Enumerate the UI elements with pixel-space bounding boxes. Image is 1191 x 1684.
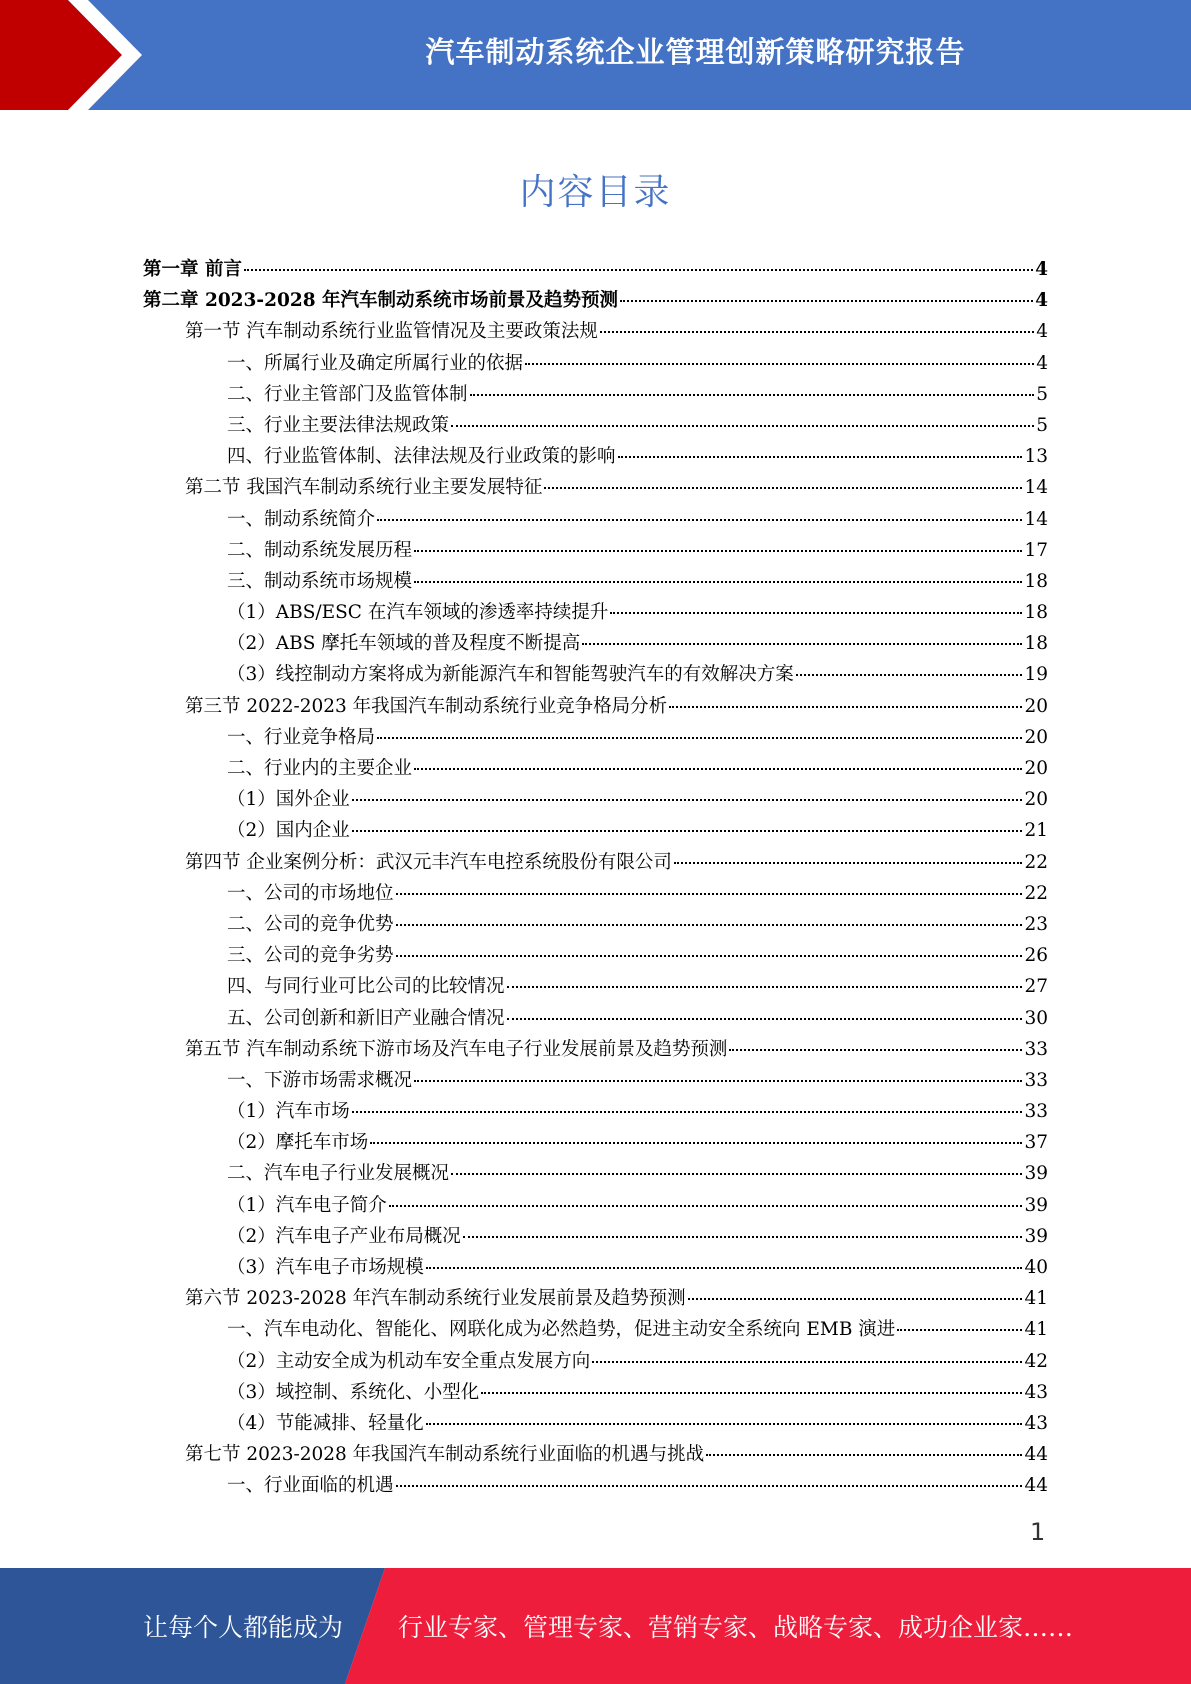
toc-entry[interactable] [143, 628, 1048, 659]
toc-leader-dots [470, 394, 1035, 396]
toc-entry-page: 14 [1024, 477, 1048, 499]
toc-entry[interactable] [143, 691, 1048, 722]
toc-entry[interactable] [143, 1439, 1048, 1470]
toc-leader-dots [426, 1267, 1023, 1269]
toc-entry-page: 18 [1024, 633, 1048, 655]
toc-entry-page: 4 [1035, 259, 1048, 280]
toc-entry[interactable] [143, 1314, 1048, 1345]
footer-slogan-right: 行业专家、管理专家、营销专家、战略专家、成功企业家…… [398, 1613, 1074, 1642]
toc-entry-text: 一、公司的市场地位 [227, 882, 394, 904]
toc-entry-page: 42 [1024, 1350, 1048, 1372]
toc-entry-page: 40 [1024, 1257, 1048, 1278]
toc-entry[interactable] [143, 753, 1048, 784]
toc-entry-page: 5 [1036, 383, 1048, 405]
footer-banner [0, 1568, 1191, 1684]
toc-entry-text: （2）汽车电子产业布局概况 [227, 1225, 461, 1247]
toc-leader-dots [451, 1173, 1022, 1175]
header-bar [0, 0, 1191, 110]
toc-leader-dots [377, 519, 1022, 521]
toc-entry-text: 第六节 2023-2028 年汽车制动系统行业发展前景及趋势预测 [185, 1288, 686, 1310]
toc-entry[interactable] [143, 441, 1048, 472]
toc-entry[interactable] [143, 472, 1048, 503]
toc-entry[interactable] [143, 1470, 1048, 1501]
toc-leader-dots [729, 1049, 1022, 1051]
toc-entry-page: 20 [1024, 726, 1048, 748]
toc-entry-text: （4）节能减排、轻量化 [227, 1412, 424, 1434]
toc-entry[interactable] [143, 1221, 1048, 1252]
toc-leader-dots [897, 1329, 1022, 1331]
toc-entry[interactable] [143, 971, 1048, 1002]
toc-leader-dots [396, 893, 1023, 895]
toc-entry-text: （1）汽车电子简介 [227, 1194, 387, 1216]
toc-leader-dots [669, 706, 1022, 708]
toc-entry-page: 20 [1024, 695, 1048, 717]
toc-entry[interactable] [143, 784, 1048, 815]
toc-entry[interactable] [143, 535, 1048, 566]
toc-entry-text: 一、制动系统简介 [227, 508, 376, 530]
toc-entry-text: 第二章 2023-2028 年汽车制动系统市场前景及趋势预测 [143, 290, 619, 312]
toc-entry[interactable] [143, 597, 1048, 628]
toc-entry-page: 21 [1024, 820, 1048, 842]
toc-entry-text: （2）国内企业 [227, 820, 350, 842]
toc-entry-page: 30 [1024, 1007, 1048, 1029]
toc-entry-text: （2）主动安全成为机动车安全重点发展方向 [227, 1350, 591, 1372]
toc-entry-page: 20 [1024, 758, 1048, 779]
toc-entry-text: 三、制动系统市场规模 [227, 570, 413, 592]
toc-entry[interactable] [143, 254, 1048, 285]
toc-entry-page: 14 [1024, 508, 1048, 530]
toc-entry-page: 18 [1024, 570, 1048, 592]
toc-entry[interactable] [143, 1408, 1048, 1439]
toc-leader-dots [463, 1236, 1023, 1238]
toc-entry-page: 4 [1036, 352, 1048, 374]
toc-entry-page: 18 [1024, 602, 1048, 624]
toc-entry[interactable] [143, 566, 1048, 597]
toc-entry-text: 五、公司创新和新旧产业融合情况 [227, 1007, 505, 1029]
toc-entry-page: 33 [1024, 1038, 1048, 1060]
toc-entry[interactable] [143, 504, 1048, 535]
toc-entry[interactable] [143, 1034, 1048, 1065]
toc-leader-dots [352, 1111, 1023, 1113]
toc-entry[interactable] [143, 909, 1048, 940]
toc-leader-dots [620, 300, 1033, 302]
toc-entry[interactable] [143, 1003, 1048, 1034]
toc-entry-page: 39 [1024, 1163, 1048, 1185]
toc-entry[interactable] [143, 940, 1048, 971]
toc-entry-page: 43 [1024, 1381, 1048, 1403]
toc-entry-text: 第四节 企业案例分析：武汉元丰汽车电控系统股份有限公司 [185, 851, 672, 873]
toc-entry-page: 5 [1036, 414, 1048, 436]
toc-leader-dots [796, 674, 1023, 676]
toc-entry-text: 一、下游市场需求概况 [227, 1069, 413, 1091]
toc-entry-text: 第一节 汽车制动系统行业监管情况及主要政策法规 [185, 321, 598, 343]
toc-entry-text: （2）ABS 摩托车领域的普及程度不断提高 [227, 633, 581, 655]
toc-entry[interactable] [143, 316, 1048, 347]
toc-leader-dots [481, 1392, 1022, 1394]
toc-leader-dots [507, 986, 1023, 988]
toc-entry[interactable] [143, 1377, 1048, 1408]
toc-entry-page: 43 [1024, 1412, 1048, 1434]
toc-entry-page: 19 [1024, 664, 1048, 686]
table-of-contents [143, 254, 1048, 1502]
toc-entry[interactable] [143, 285, 1048, 316]
toc-entry[interactable] [143, 1190, 1048, 1221]
toc-entry-page: 39 [1024, 1194, 1048, 1216]
toc-leader-dots [370, 1142, 1022, 1144]
toc-entry-page: 22 [1024, 851, 1048, 873]
toc-entry[interactable] [143, 410, 1048, 441]
toc-entry[interactable] [143, 1065, 1048, 1096]
page-number: 1 [1030, 1518, 1046, 1546]
header-red-arrow-icon [0, 0, 160, 110]
toc-entry-text: 一、所属行业及确定所属行业的依据 [227, 352, 524, 374]
toc-leader-dots [706, 1454, 1022, 1456]
toc-entry-text: 二、行业内的主要企业 [227, 758, 413, 779]
toc-leader-dots [396, 924, 1023, 926]
toc-entry-text: （1）国外企业 [227, 789, 350, 811]
toc-leader-dots [592, 1361, 1022, 1363]
toc-entry-page: 39 [1024, 1225, 1048, 1247]
toc-entry[interactable] [143, 659, 1048, 690]
toc-leader-dots [618, 456, 1023, 458]
toc-entry-page: 37 [1024, 1132, 1048, 1154]
toc-entry-page: 13 [1024, 446, 1048, 468]
toc-leader-dots [414, 581, 1022, 583]
toc-entry-page: 41 [1024, 1288, 1048, 1310]
toc-entry[interactable] [143, 1158, 1048, 1189]
toc-entry-text: 二、行业主管部门及监管体制 [227, 383, 468, 405]
toc-leader-dots [377, 737, 1022, 739]
toc-leader-dots [544, 487, 1022, 489]
toc-entry-text: 第七节 2023-2028 年我国汽车制动系统行业面临的机遇与挑战 [185, 1444, 705, 1466]
toc-entry-page: 27 [1024, 976, 1048, 998]
toc-entry-text: 三、行业主要法律法规政策 [227, 414, 450, 436]
toc-heading: 内容目录 [519, 172, 672, 213]
toc-leader-dots [389, 1205, 1023, 1207]
toc-leader-dots [414, 1080, 1022, 1082]
toc-entry-text: （2）摩托车市场 [227, 1132, 369, 1154]
toc-entry-text: （3）线控制动方案将成为新能源汽车和智能驾驶汽车的有效解决方案 [227, 664, 794, 686]
toc-leader-dots [600, 331, 1034, 333]
toc-entry-text: 一、行业面临的机遇 [227, 1475, 394, 1497]
toc-leader-dots [352, 799, 1023, 801]
toc-entry-text: （1）ABS/ESC 在汽车领域的渗透率持续提升 [227, 602, 609, 624]
toc-leader-dots [244, 269, 1033, 271]
toc-entry-page: 17 [1024, 539, 1048, 561]
toc-leader-dots [451, 425, 1034, 427]
toc-leader-dots [582, 643, 1022, 645]
toc-entry-text: 三、公司的竞争劣势 [227, 945, 394, 967]
toc-entry[interactable] [143, 847, 1048, 878]
toc-entry-text: 二、汽车电子行业发展概况 [227, 1163, 450, 1185]
toc-entry-page: 33 [1024, 1101, 1048, 1123]
toc-leader-dots [507, 1018, 1023, 1020]
toc-entry-text: 第一章 前言 [143, 259, 242, 280]
toc-entry[interactable] [143, 348, 1048, 379]
toc-entry-page: 20 [1024, 789, 1048, 811]
toc-entry-page: 4 [1036, 321, 1048, 343]
toc-entry[interactable] [143, 815, 1048, 846]
toc-leader-dots [352, 830, 1023, 832]
toc-entry-page: 4 [1035, 290, 1048, 312]
toc-leader-dots [426, 1423, 1023, 1425]
toc-entry[interactable] [143, 379, 1048, 410]
toc-leader-dots [674, 862, 1023, 864]
toc-leader-dots [610, 612, 1022, 614]
toc-entry-page: 22 [1024, 882, 1048, 904]
toc-leader-dots [396, 1485, 1023, 1487]
toc-entry-page: 41 [1024, 1319, 1048, 1341]
toc-entry[interactable] [143, 1346, 1048, 1377]
toc-entry-text: 四、与同行业可比公司的比较情况 [227, 976, 505, 998]
report-title: 汽车制动系统企业管理创新策略研究报告 [425, 34, 966, 69]
toc-entry-text: 一、行业竞争格局 [227, 726, 376, 748]
toc-entry-text: （1）汽车市场 [227, 1101, 350, 1123]
toc-leader-dots [525, 363, 1034, 365]
toc-entry-text: 四、行业监管体制、法律法规及行业政策的影响 [227, 446, 616, 468]
toc-entry-text: 二、制动系统发展历程 [227, 539, 413, 561]
toc-leader-dots [396, 955, 1023, 957]
toc-entry-page: 33 [1024, 1069, 1048, 1091]
toc-entry-text: 二、公司的竞争优势 [227, 913, 394, 935]
toc-entry-page: 26 [1024, 945, 1048, 967]
toc-entry-text: （3）域控制、系统化、小型化 [227, 1381, 480, 1403]
toc-entry[interactable] [143, 1096, 1048, 1127]
toc-leader-dots [688, 1298, 1023, 1300]
toc-entry-page: 23 [1024, 913, 1048, 935]
toc-entry[interactable] [143, 722, 1048, 753]
toc-entry[interactable] [143, 1127, 1048, 1158]
toc-leader-dots [414, 768, 1022, 770]
toc-entry[interactable] [143, 1283, 1048, 1314]
toc-entry[interactable] [143, 1252, 1048, 1283]
footer-slogan-left: 让每个人都能成为 [143, 1613, 344, 1642]
toc-entry-page: 44 [1024, 1444, 1048, 1466]
toc-entry-text: 第三节 2022-2023 年我国汽车制动系统行业竞争格局分析 [185, 695, 668, 717]
toc-entry-text: （3）汽车电子市场规模 [227, 1257, 424, 1278]
toc-entry-text: 一、汽车电动化、智能化、网联化成为必然趋势，促进主动安全系统向 EMB 演进 [227, 1319, 896, 1341]
toc-entry-text: 第二节 我国汽车制动系统行业主要发展特征 [185, 477, 543, 499]
toc-entry-page: 44 [1024, 1475, 1048, 1497]
toc-leader-dots [414, 550, 1022, 552]
toc-entry[interactable] [143, 878, 1048, 909]
toc-entry-text: 第五节 汽车制动系统下游市场及汽车电子行业发展前景及趋势预测 [185, 1038, 728, 1060]
